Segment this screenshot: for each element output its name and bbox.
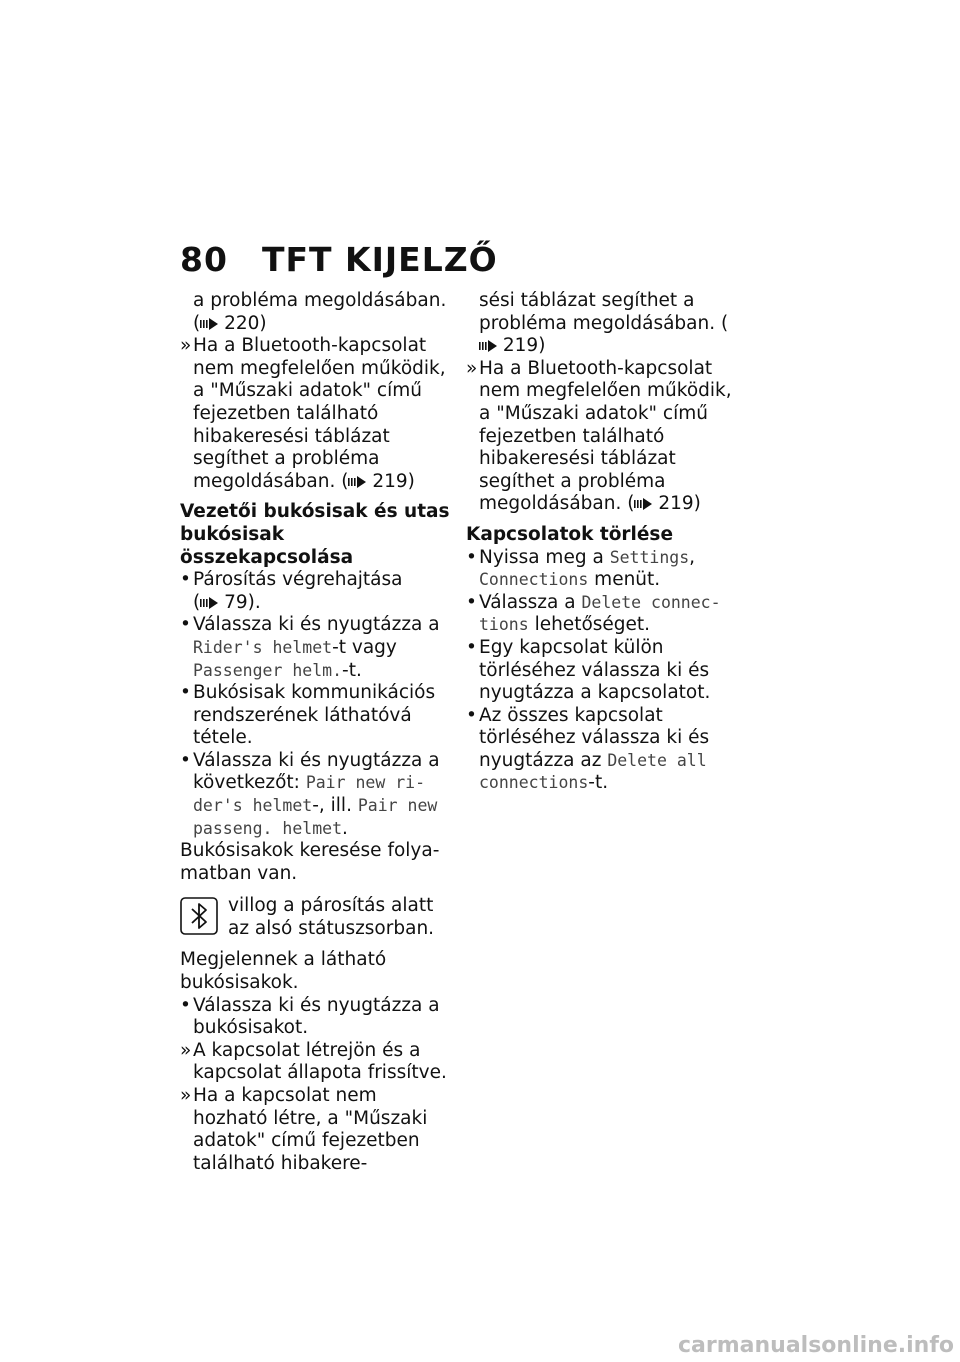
result-marker: »	[180, 335, 192, 357]
bullet-item: • Válassza ki és nyugtázza a Rider's helmet-t vagy Passenger helm.-t.	[180, 614, 440, 681]
bullet-marker: •	[180, 569, 191, 591]
bullet-item: • Nyissa meg a Settings, Connections menüt.	[466, 546, 696, 591]
bullet-item: • Válassza ki és nyugtázza a bukósisakot.	[180, 994, 440, 1039]
result-item: » A kapcsolat létrejön és a kapcsolat állapota frissítve.	[180, 1039, 447, 1084]
chapter-title: TFT KIJELZŐ	[262, 240, 498, 279]
bullet-item: • Párosítás végrehajtása ( 79).	[180, 569, 403, 613]
result-item: » Ha a Bluetooth-kapcsolat nem megfelelően működik, a "Műszaki adatok" című fejezetben található hibakeresési táblázat segíthet a probléma megoldásában. ( 219)	[466, 357, 732, 515]
menu-option-code: Delete all connections	[479, 750, 707, 793]
bullet-marker: •	[466, 704, 477, 726]
menu-option-code: Pair new rider's helmet	[193, 773, 426, 816]
right-column	[466, 290, 738, 795]
bullet-marker: •	[180, 994, 191, 1016]
bullet-item: • Válassza ki és nyugtázza a következőt: Pair new rider's helmet-, ill. Pair new passeng. helmet.	[180, 749, 440, 839]
result-marker: »	[180, 1039, 192, 1061]
page-reference: 219	[658, 493, 694, 515]
menu-option-code: Pair new passeng. helmet	[193, 796, 438, 838]
bullet-marker: •	[180, 749, 191, 771]
menu-option-code: Connections	[479, 570, 589, 590]
page-reference: 219	[502, 335, 539, 357]
page-reference-arrow-icon	[479, 340, 497, 352]
bullet-marker: •	[180, 614, 191, 636]
page-reference-arrow-icon	[200, 597, 218, 609]
status-paragraph: Bukósisakok keresése folyamatban van.	[180, 840, 440, 884]
result-marker: »	[466, 357, 478, 379]
bullet-item: • Egy kapcsolat külön törléséhez válassza ki és nyugtázza a kapcsolatot.	[466, 636, 711, 704]
page-header	[180, 240, 498, 279]
watermark: carmanualsonline.info	[678, 1333, 954, 1358]
page-reference: 220	[224, 312, 260, 334]
page-reference-arrow-icon	[200, 318, 218, 330]
page-number: 80	[180, 240, 228, 279]
page-reference: 79	[224, 591, 248, 613]
left-column	[180, 290, 450, 1175]
menu-option-code: Delete connections	[479, 592, 721, 635]
section-heading: Kapcsolatok törlése	[466, 523, 673, 545]
page-reference-arrow-icon	[634, 498, 652, 510]
menu-option-code: Passenger helm.	[193, 660, 343, 680]
bluetooth-icon	[180, 897, 218, 935]
bullet-item: • Válassza a Delete connections lehetőséget.	[466, 591, 721, 636]
bullet-marker: •	[466, 636, 477, 658]
paragraph-continuation: a probléma megoldásában. ( 220)	[193, 290, 447, 334]
paragraph: Megjelennek a látható bukósisakok.	[180, 949, 387, 994]
result-item: » Ha a Bluetooth-kapcsolat nem megfelelően működik, a "Műszaki adatok" című fejezetben található hibakeresési táblázat segíthet a probléma megoldásában. ( 219)	[180, 335, 446, 492]
page-reference: 219	[372, 470, 408, 492]
result-item: » Ha a kapcsolat nem hozható létre, a "Műszaki adatok" című fejezetben található hibakere-	[180, 1085, 428, 1174]
menu-option-code: Settings	[609, 547, 690, 567]
result-marker: »	[180, 1085, 192, 1106]
section-heading: Vezetői bukósisak és utas bukósisak összekapcsolása	[180, 501, 450, 568]
paragraph-continuation: sési táblázat segíthet a probléma megoldásában. ( 219)	[479, 290, 729, 357]
bullet-item: • Az összes kapcsolat törléséhez válassza ki és nyugtázza az Delete all connections-t.	[466, 704, 710, 794]
bluetooth-note: villog a párosítás alatt az alsó státuszsorban.	[180, 895, 450, 941]
bullet-marker: •	[466, 591, 477, 613]
bullet-item: • Bukósisak kommunikációs rendszerének láthatóvá tétele.	[180, 682, 436, 749]
bullet-marker: •	[180, 682, 191, 704]
menu-option-code: Rider's helmet	[193, 637, 333, 657]
page-reference-arrow-icon	[348, 476, 366, 488]
bullet-marker: •	[466, 546, 477, 568]
